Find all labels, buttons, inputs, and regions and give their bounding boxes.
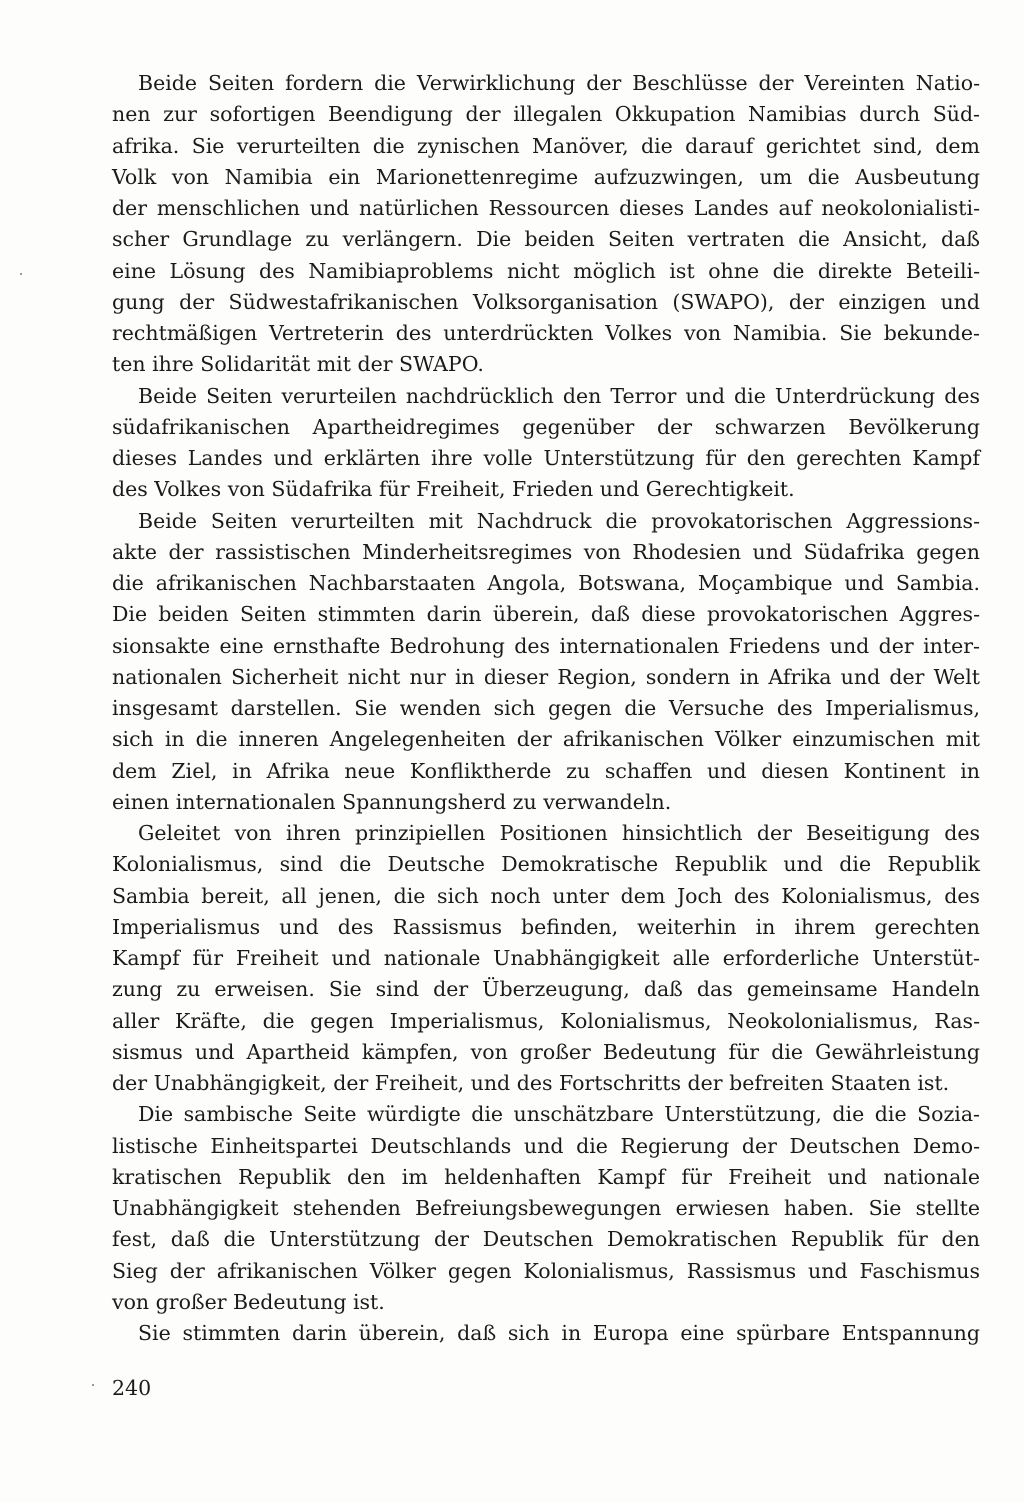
text-line: Beide Seiten verurteilten mit Nachdruck die provokatorischen Aggressions- <box>138 508 980 533</box>
text-line: akte der rassistischen Minderheitsregimes von Rhodesien und Südafrika gegen <box>112 539 980 564</box>
text-line: zung zu erweisen. Sie sind der Überzeugung, daß das gemeinsame Handeln <box>112 977 980 1002</box>
text-line: Beide Seiten verurteilen nachdrücklich den Terror und die Unterdrückung des <box>138 383 980 408</box>
text-line: sionsakte eine ernsthafte Bedrohung des internationalen Friedens und der inter- <box>112 633 980 658</box>
text-line: Kampf für Freiheit und nationale Unabhängigkeit alle erforderliche Unterstüt- <box>112 946 980 970</box>
scan-speck <box>92 1384 94 1386</box>
text-line: fest, daß die Unterstützung der Deutschen Demokratischen Republik für den <box>112 1227 980 1252</box>
paragraph <box>112 1099 980 1318</box>
text-line: einen internationalen Spannungsherd zu verwandeln. <box>112 789 672 814</box>
text-line: kratischen Republik den im heldenhaften Kampf für Freiheit und nationale <box>112 1164 980 1189</box>
paragraph <box>112 381 980 506</box>
text-line: Kolonialismus, sind die Deutsche Demokratische Republik und die Republik <box>112 852 980 877</box>
text-line: die afrikanischen Nachbarstaaten Angola, Botswana, Moçambique und Sambia. <box>112 571 980 595</box>
text-line: Die beiden Seiten stimmten darin überein, daß diese provokatorischen Aggres- <box>112 602 980 627</box>
text-line: Die sambische Seite würdigte die unschätzbare Unterstützung, die die Sozia- <box>138 1102 980 1127</box>
text-line: südafrikanischen Apartheidregimes gegenüber der schwarzen Bevölkerung <box>112 414 980 439</box>
text-line: Unabhängigkeit stehenden Befreiungsbewegungen erwiesen haben. Sie stellte <box>112 1196 980 1220</box>
text-line: von großer Bedeutung ist. <box>112 1289 385 1314</box>
paragraph <box>112 506 980 819</box>
paragraph <box>112 68 980 381</box>
text-line: scher Grundlage zu verlängern. Die beiden Seiten vertraten die Ansicht, daß <box>112 227 980 252</box>
text-line: Imperialismus und des Rassismus befinden, weiterhin in ihrem gerechten <box>112 914 980 939</box>
text-line: rechtmäßigen Vertreterin des unterdrückten Volkes von Namibia. Sie bekunde- <box>112 321 980 345</box>
text-line: listische Einheitspartei Deutschlands und die Regierung der Deutschen Demo- <box>112 1133 980 1158</box>
text-line: Volk von Namibia ein Marionettenregime aufzuzwingen, um die Ausbeutung <box>112 164 980 189</box>
text-line: der Unabhängigkeit, der Freiheit, und des Fortschritts der befreiten Staaten ist. <box>112 1071 950 1095</box>
text-line: nationalen Sicherheit nicht nur in dieser Region, sondern in Afrika und der Welt <box>112 664 980 689</box>
text-line: der menschlichen und natürlichen Ressourcen dieses Landes auf neokolonialisti- <box>112 196 980 220</box>
text-line: sismus und Apartheid kämpfen, von großer Bedeutung für die Gewährleistung <box>112 1039 980 1064</box>
page-number: 240 <box>112 1376 152 1400</box>
text-line: dieses Landes und erklärten ihre volle Unterstützung für den gerechten Kampf <box>112 446 980 470</box>
text-line: eine Lösung des Namibiaproblems nicht möglich ist ohne die direkte Beteili- <box>112 258 980 283</box>
paragraph <box>112 1318 980 1349</box>
text-line: sich in die inneren Angelegenheiten der afrikanischen Völker einzumischen mit <box>112 727 980 752</box>
text-line: aller Kräfte, die gegen Imperialismus, Kolonialismus, Neokolonialismus, Ras- <box>112 1008 980 1033</box>
text-line: nen zur sofortigen Beendigung der illegalen Okkupation Namibias durch Süd- <box>112 102 980 127</box>
text-line: afrika. Sie verurteilten die zynischen Manöver, die darauf gerichtet sind, dem <box>112 133 980 158</box>
text-line: insgesamt darstellen. Sie wenden sich gegen die Versuche des Imperialismus, <box>112 696 980 720</box>
text-line: ten ihre Solidarität mit der SWAPO. <box>112 352 484 377</box>
body-text <box>112 68 980 1349</box>
text-line: dem Ziel, in Afrika neue Konfliktherde zu schaffen und diesen Kontinent in <box>112 758 980 783</box>
text-line: des Volkes von Südafrika für Freiheit, Frieden und Gerechtigkeit. <box>112 477 795 502</box>
text-line: Sambia bereit, all jenen, die sich noch unter dem Joch des Kolonialismus, des <box>112 883 980 908</box>
text-line: Geleitet von ihren prinzipiellen Positionen hinsichtlich der Beseitigung des <box>138 821 980 845</box>
text-line: Beide Seiten fordern die Verwirklichung der Beschlüsse der Vereinten Natio- <box>138 71 980 95</box>
text-line: Sie stimmten darin überein, daß sich in Europa eine spürbare Entspannung <box>138 1321 980 1345</box>
text-line: gung der Südwestafrikanischen Volksorganisation (SWAPO), der einzigen und <box>112 289 980 314</box>
paragraph <box>112 818 980 1099</box>
scan-speck <box>20 273 22 275</box>
text-line: Sieg der afrikanischen Völker gegen Kolonialismus, Rassismus und Faschismus <box>112 1258 980 1283</box>
